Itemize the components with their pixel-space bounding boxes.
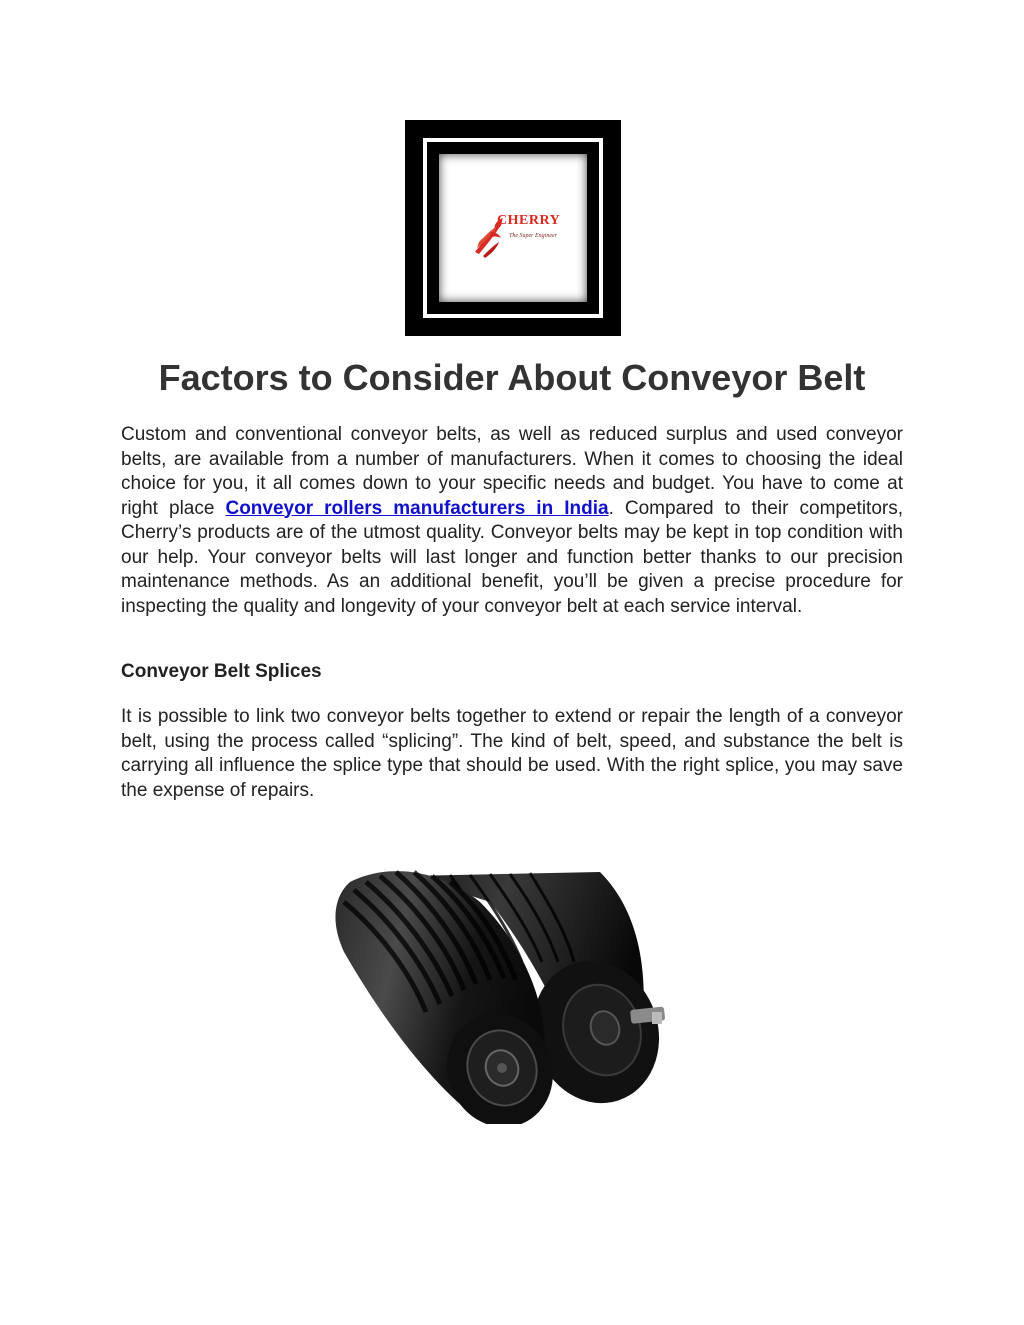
logo-frame bbox=[405, 120, 621, 336]
intro-text-after: . Compared to their competitors, Cherry’s products are of the utmost quality. Conveyor belts may be kept in top condition with our help. Your conveyor belts will last longer and function better thanks to our precision maintenance methods. As an additional benefit, you’ll be given a precise procedure for inspecting the quality and longevity of your conveyor belt at each service interval. bbox=[121, 497, 903, 617]
brand-tagline: The Super Engineer bbox=[509, 233, 557, 239]
page-title: Factors to Consider About Conveyor Belt bbox=[158, 357, 866, 398]
brand-name: CHERRY bbox=[497, 213, 561, 228]
section-heading: Conveyor Belt Splices bbox=[121, 661, 322, 682]
manufacturers-link[interactable]: Conveyor rollers manufacturers in India bbox=[225, 497, 609, 519]
logo-panel bbox=[439, 154, 587, 302]
splices-paragraph: It is possible to link two conveyor belts together to extend or repair the length of a conveyor belt, using the process called “splicing”. The kind of belt, speed, and substance the belt is carrying all influence the splice type that should be used. With the right splice, you may save the expense of repairs. bbox=[121, 706, 903, 801]
conveyor-rollers-illustration bbox=[330, 862, 696, 1124]
intro-text-before: Custom and conventional conveyor belts, as well as reduced surplus and used conveyor belts, are available from a number of manufacturers. When it comes to choosing the ideal choice for you, it all comes down to your specific needs and budget. You have to come at right place bbox=[121, 424, 903, 519]
logo-border bbox=[423, 138, 603, 318]
intro-paragraph bbox=[121, 423, 903, 619]
conveyor-rollers-image bbox=[330, 862, 696, 1124]
